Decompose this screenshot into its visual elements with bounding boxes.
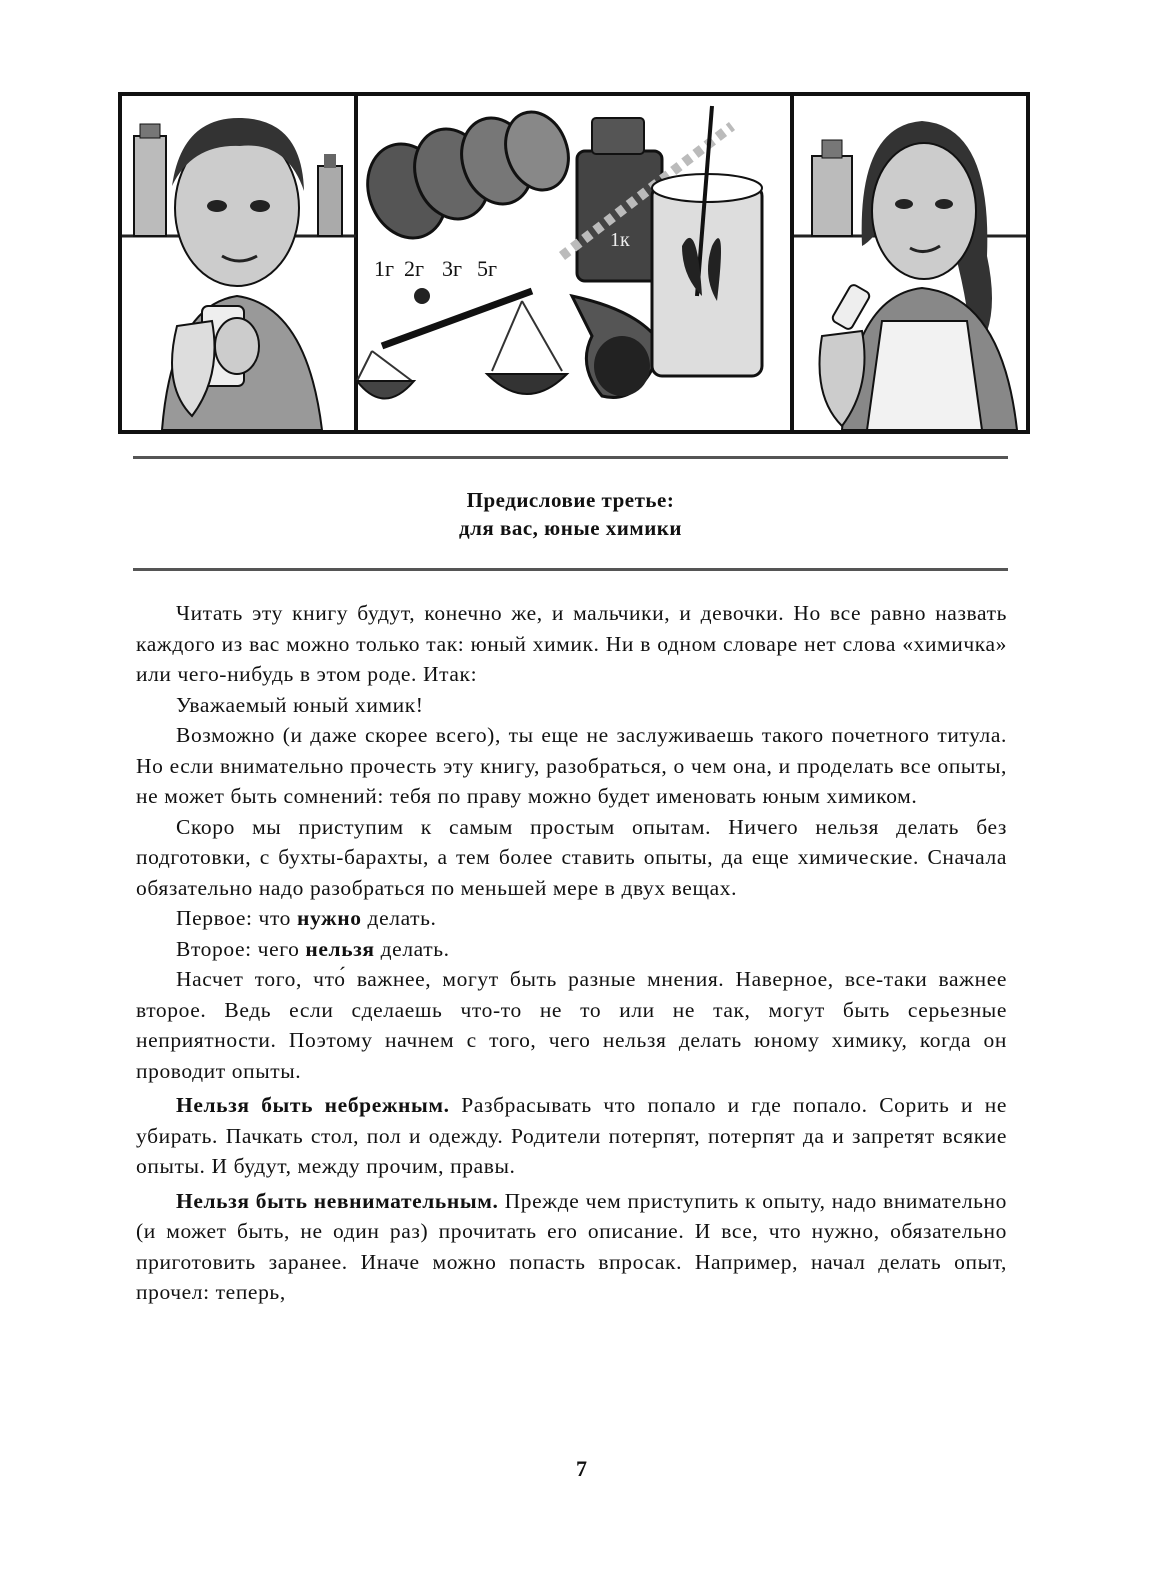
paragraph-first bbox=[136, 903, 1007, 934]
weight-label-2: 2г bbox=[404, 256, 425, 281]
weight-label-3: 3г bbox=[442, 256, 463, 281]
paragraph-importance: Насчет того, что́ важнее, могут быть разные мнения. Наверное, все-таки важнее второе. Ведь если сделаешь что-то не то или не так, могут быть серьезные неприятности. Поэтому начнем с того, чего нельзя делать юному химику, когда он проводит опыты. bbox=[136, 967, 1007, 1083]
young-chemists-illustration bbox=[122, 96, 1026, 430]
heading-rule-top bbox=[133, 456, 1008, 459]
illustration-frame bbox=[118, 92, 1030, 434]
paragraph-first-after: делать. bbox=[361, 906, 437, 930]
page-number: 7 bbox=[576, 1456, 587, 1481]
paragraph-second-before: Второе: чего bbox=[176, 936, 306, 961]
bottle-label: 1к bbox=[610, 229, 630, 251]
body-text bbox=[136, 598, 1007, 1308]
paragraph-first-before: Первое: что bbox=[176, 906, 297, 930]
paragraph-careless-bold: Нельзя быть небрежным. bbox=[176, 1093, 450, 1117]
paragraph-second-after: делать. bbox=[374, 936, 450, 961]
paragraph-experiments: Скоро мы приступим к самым простым опытам. Ничего нельзя делать без подготовки, с бухты-барахты, а тем более ставить опыты, да еще химические. Сначала обязательно надо разобраться по меньшей мере в двух вещах. bbox=[136, 814, 1007, 900]
paragraph-first-bold: нужно bbox=[296, 906, 362, 930]
heading-line-2: для вас, юные химики bbox=[459, 516, 682, 540]
weight-label-4: 5г bbox=[477, 256, 498, 281]
paragraph-greeting: Уважаемый юный химик! bbox=[176, 692, 424, 717]
paragraph-careless bbox=[136, 1090, 1007, 1182]
paragraph-second bbox=[136, 934, 1007, 965]
heading-line-1: Предисловие третье: bbox=[466, 488, 675, 512]
section-heading bbox=[133, 486, 1008, 542]
lab-equipment-drawing bbox=[355, 103, 762, 398]
weight-label-1: 1г bbox=[374, 256, 395, 281]
girl-drawing bbox=[794, 121, 1026, 430]
paragraph-inattentive bbox=[136, 1186, 1007, 1308]
paragraph-inattentive-bold: Нельзя быть невнимательным. bbox=[176, 1188, 499, 1213]
paragraph-title: Возможно (и даже скорее всего), ты еще не заслуживаешь такого почетного титула. Но если внимательно прочесть эту книгу, разобраться, о чем она, и проделать все опыты, не может быть сомнений: тебя по праву можно будет именовать юным химиком. bbox=[136, 723, 1007, 808]
paragraph-intro: Читать эту книгу будут, конечно же, и мальчики, и девочки. Но все равно назвать каждого из вас можно только так: юный химик. Ни в одном словаре нет слова «химичка» или чего-нибудь в этом роде. Итак: bbox=[136, 601, 1007, 686]
heading-rule-bottom bbox=[133, 568, 1008, 571]
paragraph-inattentive-text: Прежде чем приступить к опыту, надо внимательно (и может быть, не один раз) прочитать его описание. И все, что нужно, обязательно приготовить заранее. Иначе можно попасть впросак. Например, начал делать опыт, прочел: теперь, bbox=[136, 1188, 1008, 1304]
paragraph-second-bold: нельзя bbox=[305, 936, 375, 961]
paragraph-careless-text: Разбрасывать что попало и где попало. Сорить и не убирать. Пачкать стол, пол и одежду. Родители потерпят, потерпят да и запретят всякие опыты. И будут, между прочим, правы. bbox=[136, 1093, 1007, 1178]
boy-drawing bbox=[122, 118, 356, 430]
